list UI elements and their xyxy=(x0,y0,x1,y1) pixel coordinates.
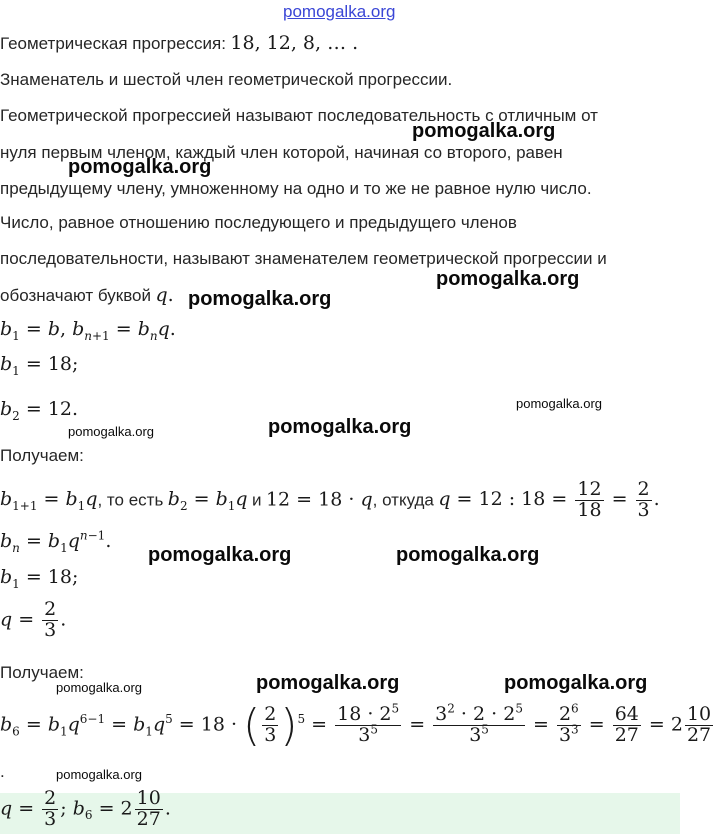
definition-line-6-text: обозначают буквой xyxy=(0,286,152,305)
task-question: Знаменатель и шестой член геометрической прогрессии. xyxy=(0,70,453,89)
watermark: pomogalka.org xyxy=(396,544,540,566)
that-is-text: , то есть xyxy=(97,490,164,510)
task-sequence: 18, 12, 8, … . xyxy=(230,32,359,54)
definition-line-1: Геометрической прогрессией называют последовательность с отличным от xyxy=(0,106,598,125)
and-text: и xyxy=(252,490,262,510)
b1-restated: $b_1 = 18$; xyxy=(0,566,79,591)
definition-line-4: Число, равное отношению последующего и предыдущего членов xyxy=(0,213,517,232)
answer-line: q = $\frac{2}{3}$ ; $b_6 = 2$ $\frac{10}{27}$ . xyxy=(0,787,171,830)
watermark: pomogalka.org xyxy=(268,416,412,438)
watermark: pomogalka.org xyxy=(56,680,142,695)
b6-computation: $b_6 = b_1q^{6-1} = b_1q^5 = 18$ · ( $\frac{2}{3}$ )$^5$ = $\frac{18 \cdot 2^5}{3^5}$ = $\frac{3^2 \cdot 2 \cdot 2^5}{3^5}$ = $\frac{2^6}{3^3}$ = $\frac{64}{27}$ = 2 $\frac{10}{27}$ xyxy=(0,700,712,751)
q-fraction: $\frac{2}{3}$ xyxy=(637,478,650,521)
watermark: pomogalka.org xyxy=(412,120,556,142)
ratio-derivation: $b_{1+1} = b_1q$, то есть $b_2 = b_1q$ и 12 = 18 · q, откуда q = 12 : 18 = $\frac{12}{18}$ = $\frac{2}{3}$ . xyxy=(0,478,660,521)
b1-equation: $b_1 = 18$; xyxy=(0,353,79,378)
watermark: pomogalka.org xyxy=(256,672,400,694)
task-label: Геометрическая прогрессия: xyxy=(0,34,226,53)
q-symbol: q. xyxy=(155,284,174,306)
recursive-formula: $b_1 = b$, $b_{n+1} = b_nq$. xyxy=(0,318,176,343)
watermark: pomogalka.org xyxy=(504,672,648,694)
ratio-fraction: $\frac{12}{18}$ xyxy=(577,478,602,521)
watermark: pomogalka.org xyxy=(68,424,154,439)
definition-line-3: предыдущему члену, умноженному на одно и то же не равное нулю число. xyxy=(0,179,592,198)
definition-line-5: последовательности, называют знаменателем геометрической прогрессии и xyxy=(0,249,607,268)
definition-line-2: нуля первым членом, каждый член которой, начиная со второго, равен xyxy=(0,143,563,162)
watermark: pomogalka.org xyxy=(68,156,212,178)
receive-label-1: Получаем: xyxy=(0,446,84,465)
watermark: pomogalka.org xyxy=(56,767,142,782)
whence-text: , откуда xyxy=(372,490,434,510)
watermark: pomogalka.org xyxy=(148,544,292,566)
q-restated: q = $\frac{2}{3}$ . xyxy=(0,598,67,641)
site-link[interactable]: pomogalka.org xyxy=(283,2,396,21)
watermark: pomogalka.org xyxy=(516,396,602,411)
b1-value: 18 xyxy=(47,353,72,375)
trailing-dot: . xyxy=(0,762,5,781)
answer-box xyxy=(0,787,680,834)
b2-value: 12 xyxy=(47,398,72,420)
watermark: pomogalka.org xyxy=(188,288,332,310)
definition-line-6 xyxy=(0,284,174,306)
task-line xyxy=(0,32,358,54)
receive-label-2: Получаем: xyxy=(0,663,84,682)
watermark: pomogalka.org xyxy=(436,268,580,290)
general-formula: $b_n = b_1q^{n-1}$. xyxy=(0,528,112,555)
b2-equation: $b_2 = 12$. xyxy=(0,398,79,423)
